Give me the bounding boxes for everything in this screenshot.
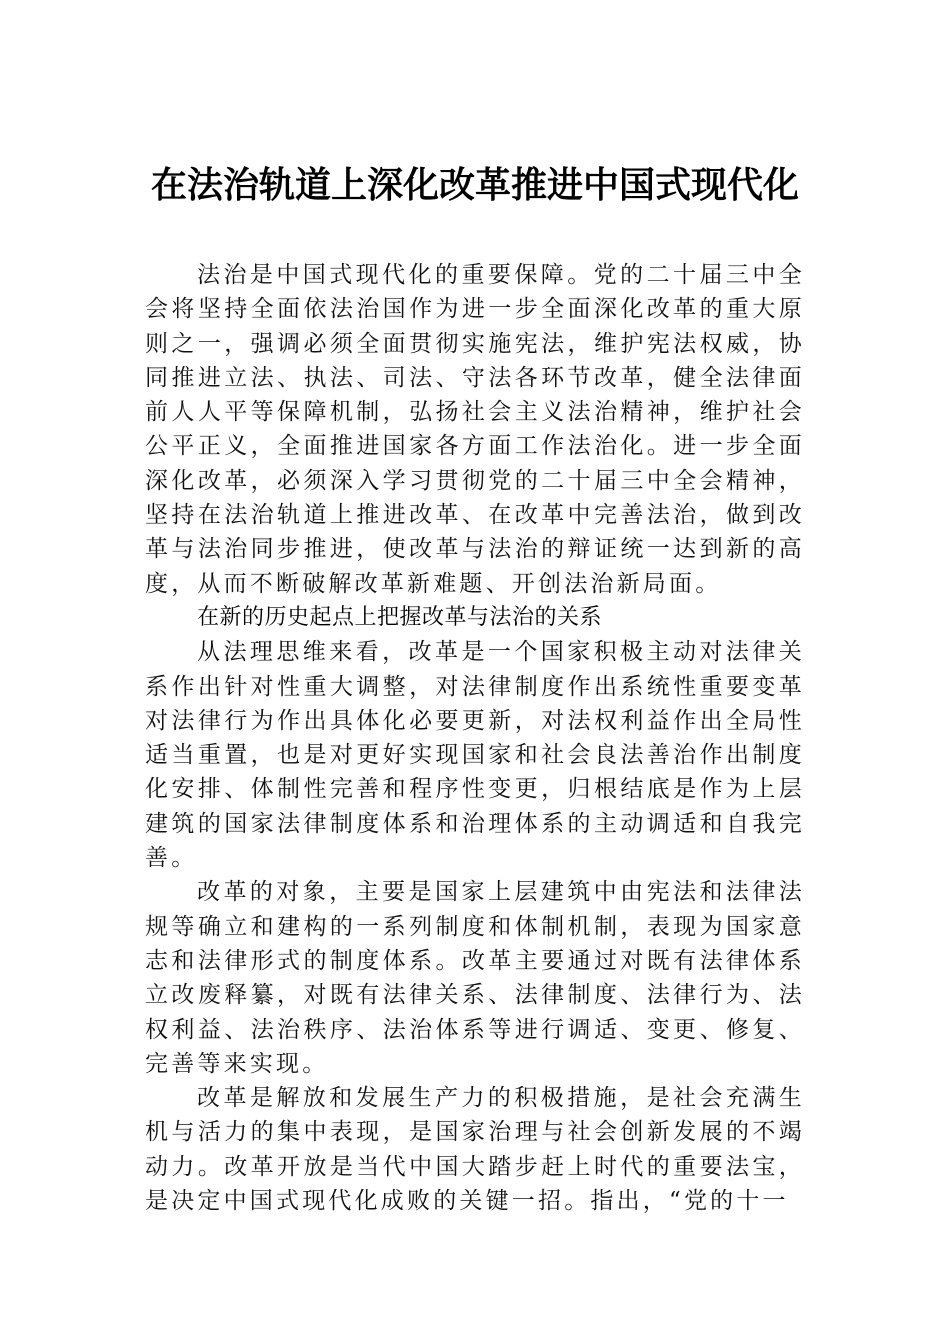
section-heading: 在新的历史起点上把握改革与法治的关系 (197, 604, 603, 630)
paragraph-reform-object: 改革的对象，主要是国家上层建筑中由宪法和法律法规等确立和建构的一系列制度和体制机制，表现为国家意志和法律形式的制度体系。改革主要通过对既有法律体系立改废释纂，对既有法律关系、法律制度、法律行为、法权利益、法治秩序、法治体系等进行调适、变更、修复、完善等来实现。 (145, 879, 805, 1077)
paragraph-reform-productivity: 改革是解放和发展生产力的积极措施，是社会充满生机与活力的集中表现，是国家治理与社会创新发展的不竭动力。改革开放是当代中国大踏步赶上时代的重要法宝，是决定中国式现代化成败的关键一招。指出，“党的十一 (145, 1085, 805, 1215)
paragraph-legal-thinking: 从法理思维来看，改革是一个国家积极主动对法律关系作出针对性重大调整，对法律制度作出系统性重要变革对法律行为作出具体化必要更新，对法权利益作出全局性适当重置，也是对更好实现国家和社会良法善治作出制度化安排、体制性完善和程序性变更，归根结底是作为上层建筑的国家法律制度体系和治理体系的主动调适和自我完善。 (145, 639, 805, 872)
paragraph-intro: 法治是中国式现代化的重要保障。党的二十届三中全会将坚持全面依法治国作为进一步全面深化改革的重大原则之一，强调必须全面贯彻实施宪法，维护宪法权威，协同推进立法、执法、司法、守法各环节改革，健全法律面前人人平等保障机制，弘扬社会主义法治精神，维护社会公平正义，全面推进国家各方面工作法治化。进一步全面深化改革，必须深入学习贯彻党的二十届三中全会精神，坚持在法治轨道上推进改革、在改革中完善法治，做到改革与法治同步推进，使改革与法治的辩证统一达到新的高度，从而不断破解改革新难题、开创法治新局面。 (145, 262, 805, 597)
document-title: 在法治轨道上深化改革推进中国式现代化 (150, 164, 799, 206)
document-body (145, 258, 805, 1218)
